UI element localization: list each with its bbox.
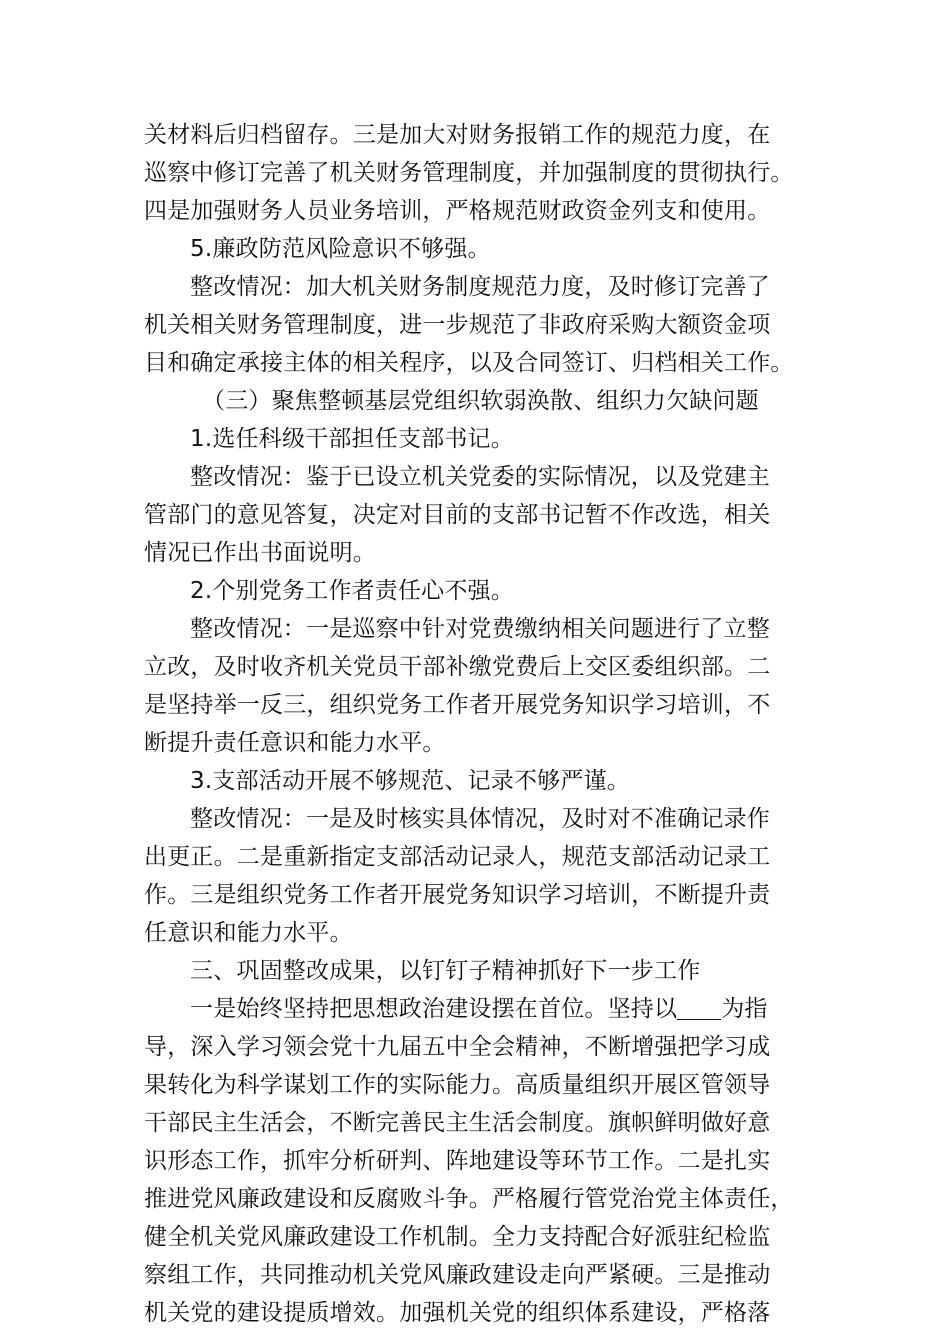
text-segment: 一是始终坚持把思想政治建设摆在首位。坚持以 (190, 996, 678, 1022)
text-line: 关材料后归档留存。三是加大对财务报销工作的规范力度，在 (144, 122, 771, 148)
text-line: 是坚持举一反三，组织党务工作者开展党务知识学习培训，不 (144, 692, 771, 718)
section-item-heading: 1.选任科级干部担任支部书记。 (190, 426, 514, 452)
text-line: 情况已作出书面说明。 (144, 540, 376, 566)
text-line: 果转化为科学谋划工作的实际能力。高质量组织开展区管领导 (144, 1072, 771, 1098)
section-item-heading: 2.个别党务工作者责任心不强。 (190, 578, 514, 604)
section-heading: 三、巩固整改成果，以钉钉子精神抓好下一步工作 (190, 958, 701, 984)
text-line: 四是加强财务人员业务培训，严格规范财政资金列支和使用。 (144, 198, 771, 224)
text-line: 整改情况：加大机关财务制度规范力度，及时修订完善了 (190, 274, 770, 300)
text-line: 断提升责任意识和能力水平。 (144, 730, 446, 756)
text-segment: 为指 (721, 996, 768, 1022)
text-line-with-blank (144, 990, 808, 1028)
document-body (144, 116, 808, 1332)
text-line: 健全机关党风廉政建设工作机制。全力支持配合好派驻纪检监 (144, 1224, 771, 1250)
text-line: 干部民主生活会，不断完善民主生活会制度。旗帜鲜明做好意 (144, 1110, 771, 1136)
text-line: 导，深入学习领会党十九届五中全会精神，不断增强把学习成 (144, 1034, 771, 1060)
text-line: 机关相关财务管理制度，进一步规范了非政府采购大额资金项 (144, 312, 771, 338)
text-line: 立改，及时收齐机关党员干部补缴党费后上交区委组织部。二 (144, 654, 771, 680)
text-line: 目和确定承接主体的相关程序，以及合同签订、归档相关工作。 (144, 350, 794, 376)
text-line: 整改情况：鉴于已设立机关党委的实际情况，以及党建主 (190, 464, 770, 490)
section-item-heading: 5.廉政防范风险意识不够强。 (190, 236, 491, 262)
fill-in-blank (677, 993, 721, 1020)
text-line: 机关党的建设提质增效。加强机关党的组织体系建设，严格落 (144, 1300, 771, 1326)
text-line: 管部门的意见答复，决定对目前的支部书记暂不作改选，相关 (144, 502, 771, 528)
text-line: 推进党风廉政建设和反腐败斗争。严格履行管党治党主体责任， (144, 1186, 794, 1212)
text-line: 察组工作，共同推动机关党风廉政建设走向严紧硬。三是推动 (144, 1262, 771, 1288)
text-line: 整改情况：一是及时核实具体情况，及时对不准确记录作 (190, 806, 770, 832)
section-heading: （三）聚焦整顿基层党组织软弱涣散、组织力欠缺问题 (202, 388, 759, 414)
text-line: 出更正。二是重新指定支部活动记录人，规范支部活动记录工 (144, 844, 771, 870)
text-line: 任意识和能力水平。 (144, 920, 353, 946)
text-line: 作。三是组织党务工作者开展党务知识学习培训，不断提升责 (144, 882, 771, 908)
text-line: 识形态工作，抓牢分析研判、阵地建设等环节工作。二是扎实 (144, 1148, 771, 1174)
text-line: 巡察中修订完善了机关财务管理制度，并加强制度的贯彻执行。 (144, 160, 794, 186)
section-item-heading: 3.支部活动开展不够规范、记录不够严谨。 (190, 768, 630, 794)
text-line: 整改情况：一是巡察中针对党费缴纳相关问题进行了立整 (190, 616, 770, 642)
